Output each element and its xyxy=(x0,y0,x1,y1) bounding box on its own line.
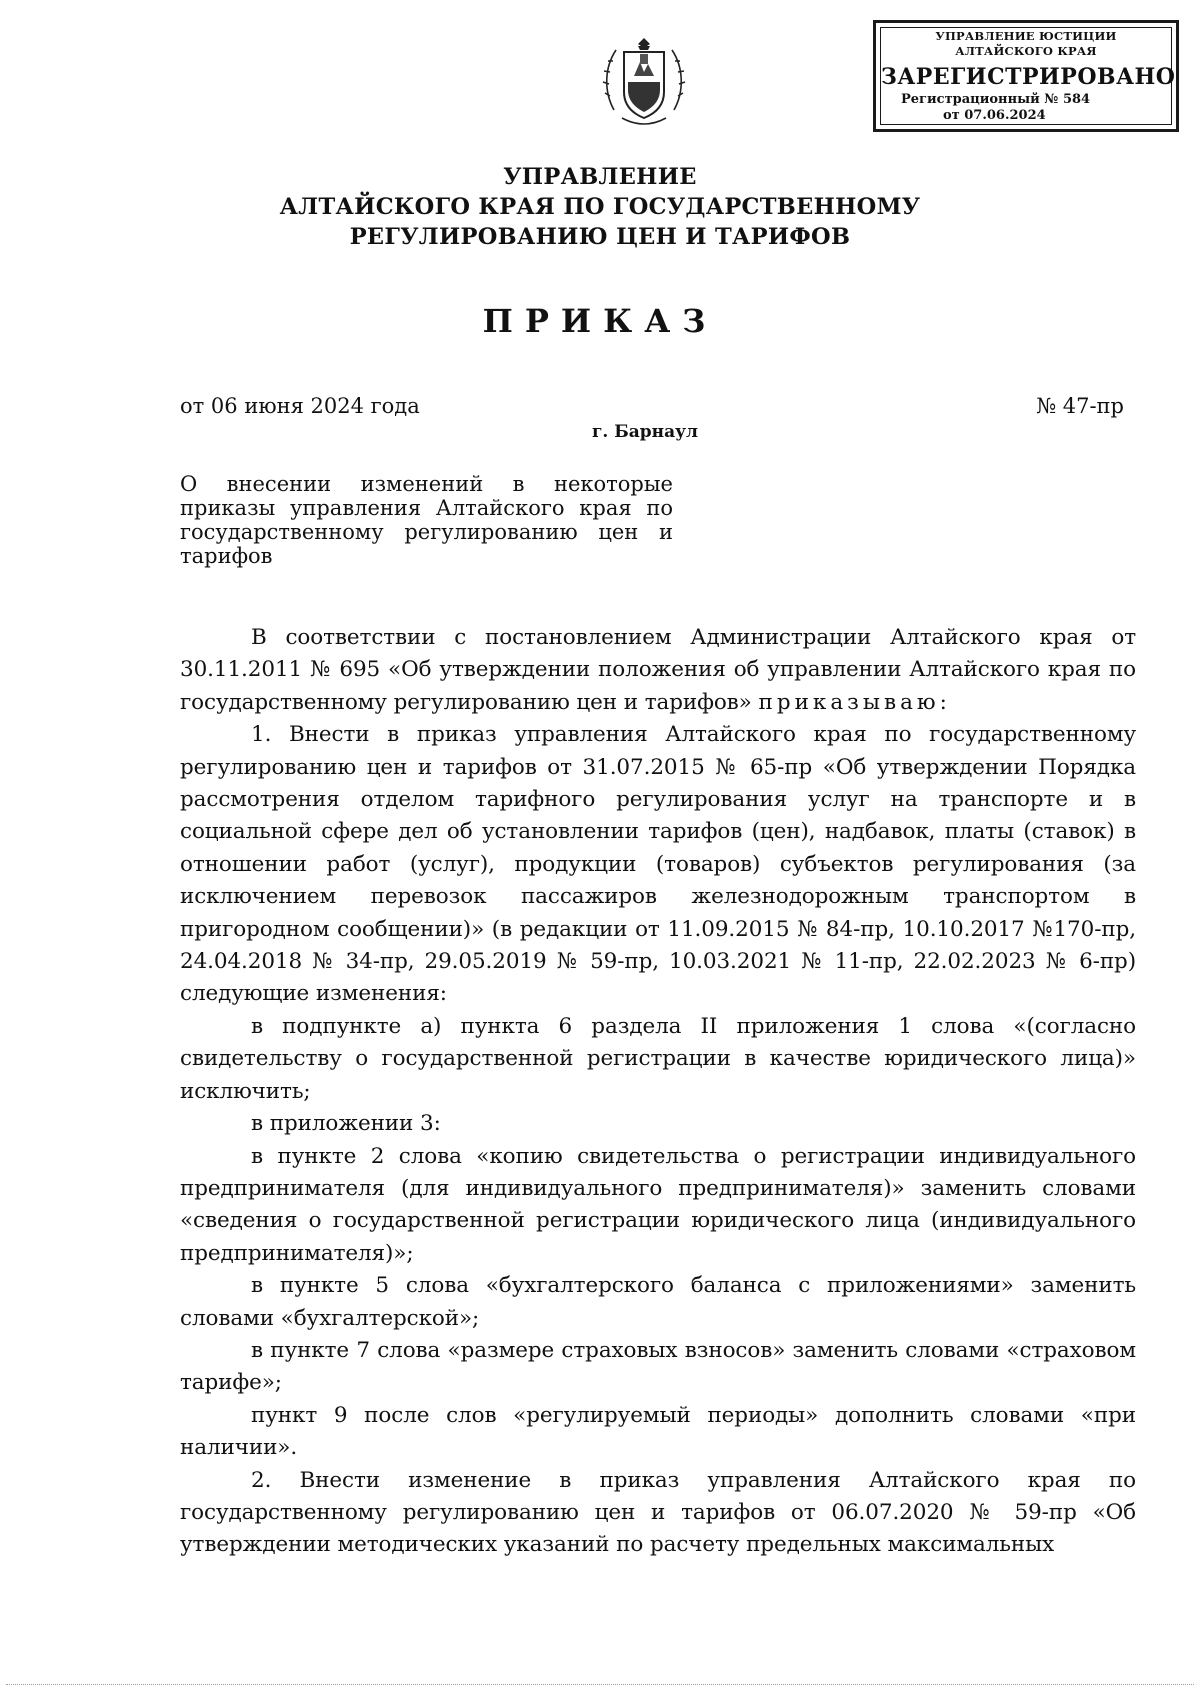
body-paragraph: 2. Внести изменение в приказ управления Алтайского края по государственному регулированию цен и тарифов от 06.07.2020 № 59-пр «Об утверждении методических указаний по расчету предельных максимальных xyxy=(180,1467,1136,1558)
registration-stamp xyxy=(873,20,1179,132)
order-subject: О внесении изменений в некоторые приказы управления Алтайского края по государственному регулированию цен и тарифов xyxy=(180,472,673,568)
body-paragraph: в пункте 7 слова «размере страховых взносов» заменить словами «страховом тарифе»; xyxy=(180,1337,1136,1396)
body-paragraph: 1. Внести в приказ управления Алтайского края по государственному регулированию цен и тарифов от 31.07.2015 № 65-пр «Об утверждении Порядка рассмотрения отделом тарифного регулирования услуг на транспорте и в социальной сфере дел об установлении тарифов (цен), надбавок, платы (ставок) в отношении работ (услуг), продукции (товаров) субъектов регулирования (за исключением перевозок пассажиров железнодорожным транспортом в пригородном сообщении)» (в редакции от 11.09.2015 № 84-пр, 10.10.2017 №170-пр, 24.04.2018 № 34-пр, 29.05.2019 № 59-пр, 10.03.2021 № 11-пр, 22.02.2023 № 6-пр) следующие изменения: xyxy=(180,722,1136,1007)
document-type-heading: ПРИКАЗ xyxy=(482,302,718,340)
stamp-agency-line2: АЛТАЙСКОГО КРАЯ xyxy=(955,44,1097,58)
stamp-reg-date: от 07.06.2024 xyxy=(943,108,1046,123)
body-paragraph: в пункте 2 слова «копию свидетельства о регистрации индивидуального предпринимателя (для индивидуального предпринимателя)» заменить словами «сведения о государственной регистрации юридического лица (индивидуального предпринимателя)»; xyxy=(180,1143,1136,1266)
preamble-text: В соответствии с постановлением Администрации Алтайского края от 30.11.2011 № 695 «Об утверждении положения об управлении Алтайского края по государственному регулированию цен и тарифов» xyxy=(180,625,1136,715)
organization-name xyxy=(200,162,1000,252)
stamp-agency-line1: УПРАВЛЕНИЕ ЮСТИЦИИ xyxy=(935,29,1117,43)
order-date: от 06 июня 2024 года xyxy=(180,394,420,418)
body-paragraph: пункт 9 после слов «регулируемый периоды» дополнить словами «при наличии». xyxy=(180,1402,1136,1461)
org-line: АЛТАЙСКОГО КРАЯ ПО ГОСУДАРСТВЕННОМУ xyxy=(279,194,921,220)
preamble-emphasis: приказываю: xyxy=(758,689,951,715)
org-line: УПРАВЛЕНИЕ xyxy=(503,164,697,190)
body-paragraph: в приложении 3: xyxy=(251,1111,441,1137)
body-paragraph: в подпункте а) пункта 6 раздела II приложения 1 слова «(согласно свидетельству о государственной регистрации в качестве юридического лица)» исключить; xyxy=(180,1013,1136,1104)
order-body xyxy=(180,622,1136,1562)
altai-krai-coat-of-arms-icon xyxy=(600,32,688,132)
body-paragraph: в пункте 5 слова «бухгалтерского баланса с приложениями» заменить словами «бухгалтерской»; xyxy=(180,1273,1136,1331)
org-line: РЕГУЛИРОВАНИЮ ЦЕН И ТАРИФОВ xyxy=(349,224,851,250)
stamp-reg-number: Регистрационный № 584 xyxy=(901,92,1091,107)
body-paragraph-preamble xyxy=(180,622,1136,719)
stamp-status: ЗАРЕГИСТРИРОВАНО xyxy=(881,64,1176,90)
scan-edge-divider xyxy=(6,1684,1194,1685)
order-number: № 47-пр xyxy=(1036,394,1124,418)
order-city: г. Барнаул xyxy=(591,422,698,442)
